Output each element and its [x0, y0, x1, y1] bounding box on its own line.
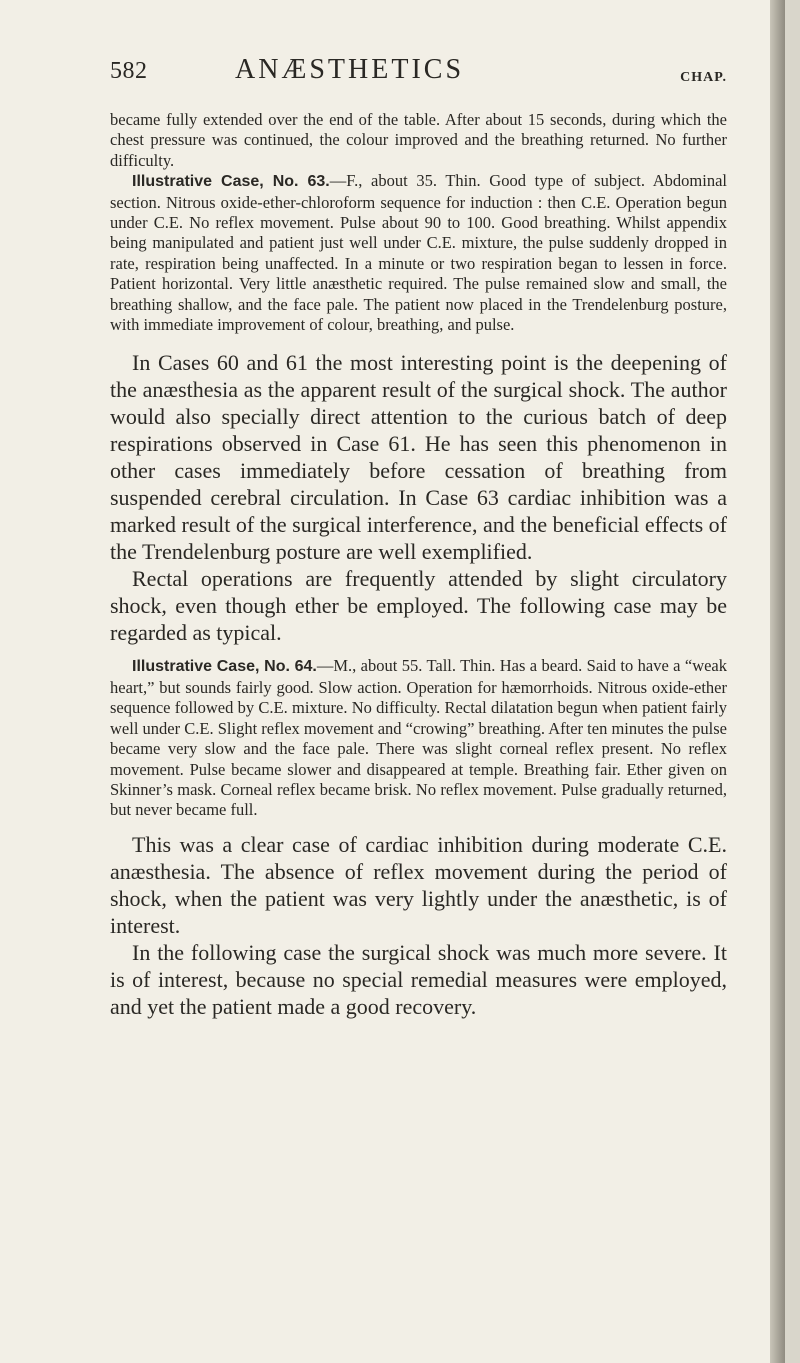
- chapter-abbrev: CHAP.: [680, 70, 727, 85]
- paragraph-continued: became fully extended over the end of the table. After about 15 seconds, during which the chest pressure was continued, the colour improved and the breathing returned. No further difficulty.: [110, 110, 727, 170]
- paragraph-following-case: In the following case the surgical shock was much more severe. It is of interest, because no special remedial measures were employed, and yet the patient made a good recovery.: [110, 939, 727, 1019]
- page-number: 582: [110, 58, 148, 84]
- running-title: ANÆSTHETICS: [235, 54, 465, 85]
- case-64-text: —M., about 55. Tall. Thin. Has a beard. Said to have a “weak heart,” but sounds fairly good. Slow action. Operation for hæmorrhoids. Nitrous oxide-ether sequence followed by C.E. mixture. No difficulty. Rectal dilatation begun when patient fairly well under C.E. Slight reflex movement and “crowing” breathing. After ten minutes the pulse became very slow and the face pale. There was slight corneal reflex present. No reflex movement. Pulse became slower and disappeared at temple. Breathing fair. Ether given on Skinner’s mask. Corneal reflex became brisk. No reflex movement. Pulse gradually returned, but never became full.: [110, 656, 728, 820]
- case-64-label: Illustrative Case, No. 64.: [132, 658, 317, 676]
- page-edge: [770, 0, 785, 1363]
- illustrative-case-64: [110, 656, 727, 820]
- case-63-text: —F., about 35. Thin. Good type of subject. Abdominal section. Nitrous oxide-ether-chloroform sequence for induction : then C.E. Operation begun under C.E. No reflex movement. Pulse about 90 to 100. Good breathing. Whilst appendix being manipulated and patient just well under C.E. mixture, the pulse suddenly dropped in rate, respiration being unaffected. In a minute or two respiration began to lessen in force. Patient horizontal. Very little anæsthetic required. The pulse remained slow and small, the breathing shallow, and the face pale. The patient now placed in the Trendelenburg posture, with immediate improvement of colour, breathing, and pulse.: [110, 171, 728, 335]
- illustrative-case-63: [110, 171, 727, 335]
- paragraph-clear-case: This was a clear case of cardiac inhibition during moderate C.E. anæsthesia. The absence of reflex movement during the period of shock, when the patient was very lightly under the anæsthetic, is of interest.: [110, 831, 727, 938]
- page-header: [110, 0, 727, 110]
- paragraph-rectal: Rectal operations are frequently attended by slight circulatory shock, even though ether be employed. The following case may be regarded as typical.: [110, 566, 727, 646]
- paragraph-cases-60-61: In Cases 60 and 61 the most interesting point is the deepening of the anæsthesia as the apparent result of the surgical shock. The author would also specially direct attention to the curious batch of deep respirations observed in Case 61. He has seen this phenomenon in other cases immediately before cessation of breathing from suspended cerebral circulation. In Case 63 cardiac inhibition was a marked result of the surgical interference, and the beneficial effects of the Trendelenburg posture are well exemplified.: [110, 350, 727, 565]
- case-63-label: Illustrative Case, No. 63.: [132, 173, 330, 191]
